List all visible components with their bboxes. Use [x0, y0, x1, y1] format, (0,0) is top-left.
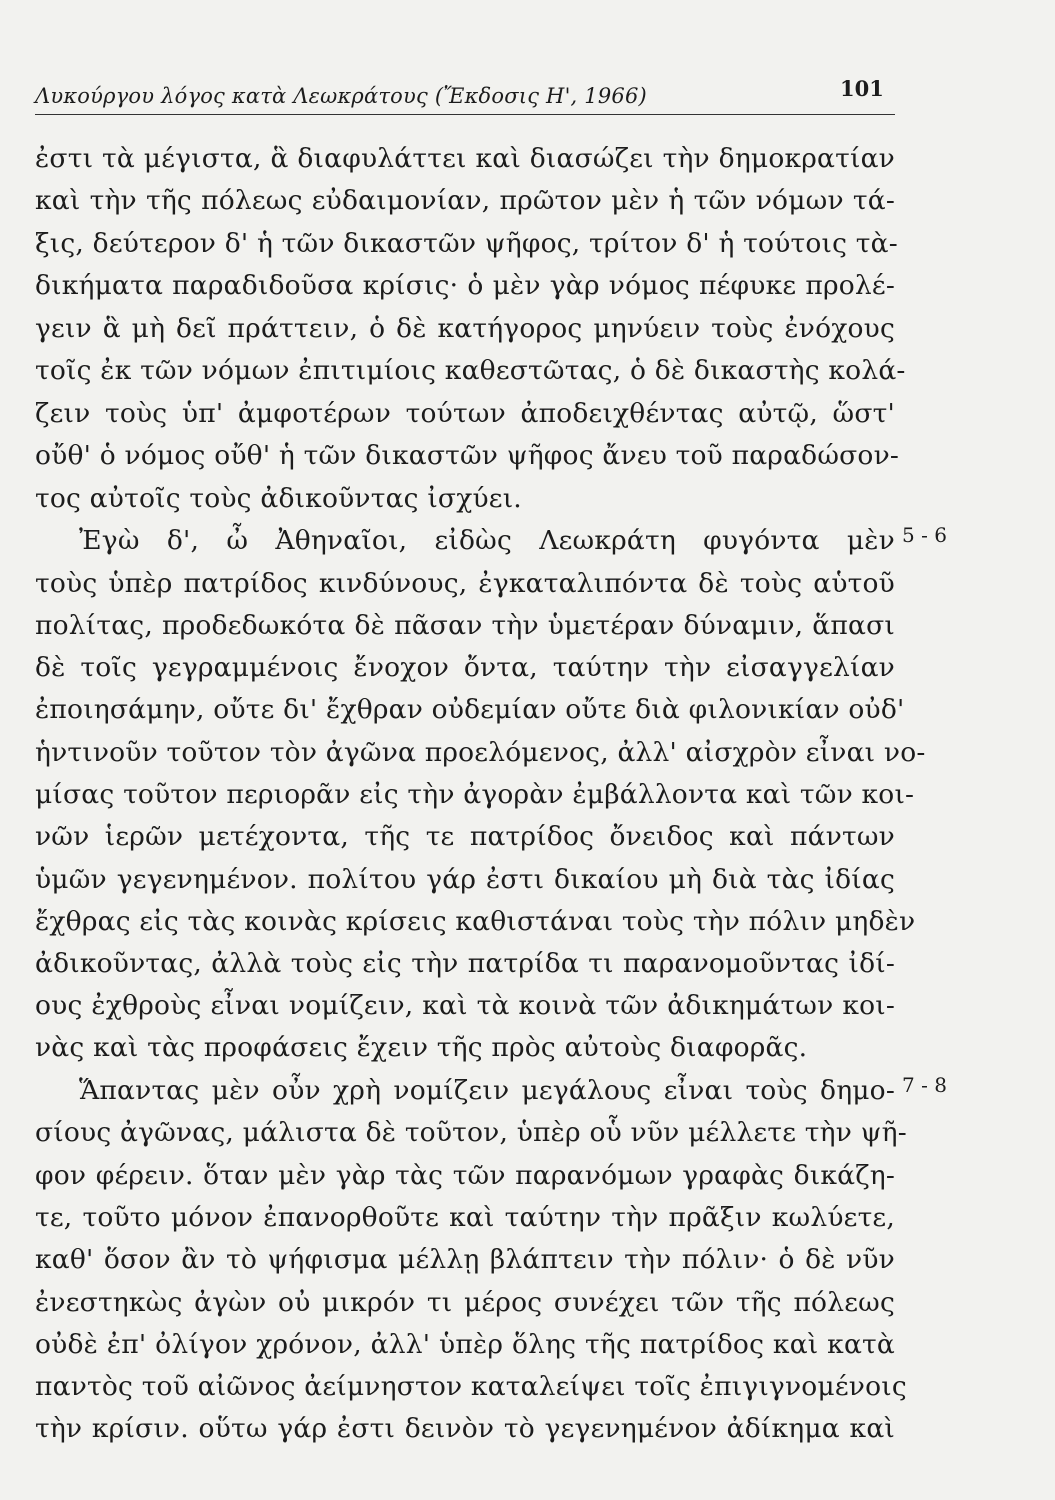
text-line: πολίτας, προδεδωκότα δὲ πᾶσαν τὴν ὑμετέραν δύναμιν, ἅπασι: [35, 610, 895, 641]
text-line: ἡντινοῦν τοῦτον τὸν ἀγῶνα προελόμενος, ἀλλ' αἰσχρὸν εἶναι νο-: [35, 737, 926, 768]
text-line: τε, τοῦτο μόνον ἐπανορθοῦτε καὶ ταύτην τὴν πρᾶξιν κωλύετε,: [35, 1202, 895, 1233]
header-rule: [35, 114, 895, 115]
text-line: δὲ τοῖς γεγραμμένοις ἔνοχον ὄντα, ταύτην τὴν εἰσαγγελίαν: [35, 652, 895, 683]
text-line: ἐποιησάμην, οὔτε δι' ἔχθραν οὐδεμίαν οὔτε διὰ φιλονικίαν οὐδ': [35, 694, 905, 725]
text-line: γειν ἃ μὴ δεῖ πράττειν, ὁ δὲ κατήγορος μηνύειν τοὺς ἐνόχους: [35, 313, 895, 344]
text-line: ἀδικοῦντας, ἀλλὰ τοὺς εἰς τὴν πατρίδα τι παρανομοῦντας ἰδί-: [35, 948, 895, 979]
margin-section-number: 7 - 8: [902, 1073, 947, 1097]
text-line: καὶ τὴν τῆς πόλεως εὐδαιμονίαν, πρῶτον μὲν ἡ τῶν νόμων τά-: [35, 185, 895, 216]
text-line: ξις, δεύτερον δ' ἡ τῶν δικαστῶν ψῆφος, τρίτον δ' ἡ τούτοις τὰ-: [35, 228, 898, 259]
paragraph-start-line: Ἐγὼ δ', ὦ Ἀθηναῖοι, εἰδὼς Λεωκράτη φυγόντα μὲν: [79, 525, 895, 556]
text-line: οὔθ' ὁ νόμος οὔθ' ἡ τῶν δικαστῶν ψῆφος ἄνευ τοῦ παραδώσον-: [35, 440, 900, 471]
text-line: οὐδὲ ἐπ' ὀλίγον χρόνον, ἀλλ' ὑπὲρ ὅλης τῆς πατρίδος καὶ κατὰ: [35, 1329, 895, 1360]
text-line: ζειν τοὺς ὑπ' ἀμφοτέρων τούτων ἀποδειχθέντας αὐτῷ, ὥστ': [35, 398, 895, 429]
text-line: ἔχθρας εἰς τὰς κοινὰς κρίσεις καθιστάναι τοὺς τὴν πόλιν μηδὲν: [35, 906, 916, 937]
text-line: καθ' ὅσον ἂν τὸ ψήφισμα μέλλῃ βλάπτειν τὴν πόλιν· ὁ δὲ νῦν: [35, 1244, 895, 1275]
text-line: τος αὐτοῖς τοὺς ἀδικοῦντας ἰσχύει.: [35, 483, 522, 514]
text-line: τὴν κρίσιν. οὕτω γάρ ἐστι δεινὸν τὸ γεγενημένον ἀδίκημα καὶ: [35, 1413, 895, 1444]
margin-section-number: 5 - 6: [902, 523, 947, 547]
text-line: δικήματα παραδιδοῦσα κρίσις· ὁ μὲν γὰρ νόμος πέφυκε προλέ-: [35, 270, 895, 301]
text-line: ους ἐχθροὺς εἶναι νομίζειν, καὶ τὰ κοινὰ τῶν ἀδικημάτων κοι-: [35, 990, 895, 1021]
text-line: νῶν ἱερῶν μετέχοντα, τῆς τε πατρίδος ὄνειδος καὶ πάντων: [35, 821, 895, 852]
running-header-title: Λυκούργου λόγος κατὰ Λεωκράτους (Ἔκδοσις Η', 1966): [35, 84, 647, 108]
page-number: 101: [840, 76, 884, 101]
text-line: ἐστι τὰ μέγιστα, ἃ διαφυλάττει καὶ διασώζει τὴν δημοκρατίαν: [35, 143, 895, 174]
text-line: τοὺς ὑπὲρ πατρίδος κινδύνους, ἐγκαταλιπόντα δὲ τοὺς αὑτοῦ: [35, 568, 895, 599]
text-line: φον φέρειν. ὅταν μὲν γὰρ τὰς τῶν παρανόμων γραφὰς δικάζη-: [35, 1160, 895, 1191]
text-line: τοῖς ἐκ τῶν νόμων ἐπιτιμίοις καθεστῶτας, ὁ δὲ δικαστὴς κολά-: [35, 355, 906, 386]
text-line: νὰς καὶ τὰς προφάσεις ἔχειν τῆς πρὸς αὐτοὺς διαφορᾶς.: [35, 1032, 808, 1063]
text-line: παντὸς τοῦ αἰῶνος ἀείμνηστον καταλείψει τοῖς ἐπιγιγνομένοις: [35, 1371, 907, 1402]
text-line: μίσας τοῦτον περιορᾶν εἰς τὴν ἀγορὰν ἐμβάλλοντα καὶ τῶν κοι-: [35, 779, 915, 810]
paragraph-start-line: Ἅπαντας μὲν οὖν χρὴ νομίζειν μεγάλους εἶναι τοὺς δημο-: [79, 1075, 895, 1106]
text-line: ἐνεστηκὼς ἀγὼν οὐ μικρόν τι μέρος συνέχει τῶν τῆς πόλεως: [35, 1287, 895, 1318]
text-line: σίους ἀγῶνας, μάλιστα δὲ τοῦτον, ὑπὲρ οὗ νῦν μέλλετε τὴν ψῆ-: [35, 1117, 907, 1148]
text-line: ὑμῶν γεγενημένον. πολίτου γάρ ἐστι δικαίου μὴ διὰ τὰς ἰδίας: [35, 864, 895, 895]
